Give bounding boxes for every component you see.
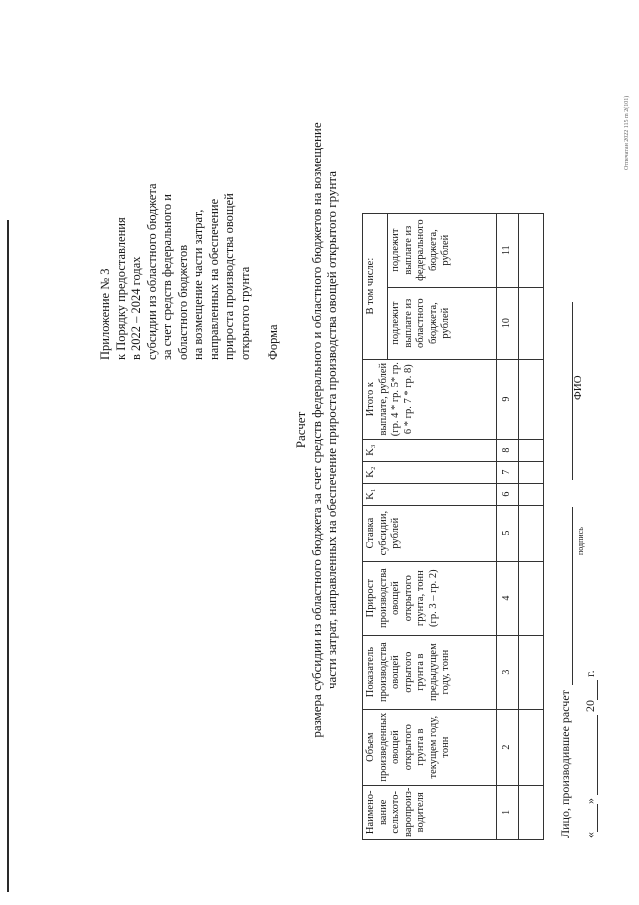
header-cell: Прирост производства овощей открытого грунта, тонн (гр. 3 – гр. 2)	[363, 561, 497, 635]
column-number: 10	[497, 287, 519, 359]
year-suffix: г.	[583, 670, 597, 677]
column-number: 7	[497, 461, 519, 483]
header-cell: Объем произведенных овощей открытого грунта в текущем году, тонн	[363, 709, 497, 785]
column-number: 5	[497, 505, 519, 561]
empty-cell	[519, 439, 544, 461]
column-number: 4	[497, 561, 519, 635]
column-number: 6	[497, 483, 519, 505]
appendix-line: на возмещение части затрат,	[191, 209, 205, 360]
document-title	[293, 40, 340, 820]
date-line	[583, 670, 598, 838]
month-rule	[585, 715, 598, 795]
empty-cell	[519, 635, 544, 709]
signature-line	[558, 280, 573, 838]
print-stamp: Отпечатан 2022 115 m 2(101)	[624, 95, 630, 170]
column-number: 8	[497, 439, 519, 461]
empty-cell	[519, 213, 544, 287]
header-cell: Показатель производства овощей отрытого грунта в предыдущем году, тонн	[363, 635, 497, 709]
empty-cell	[519, 561, 544, 635]
header-cell: K₃	[363, 439, 497, 461]
empty-cell	[519, 505, 544, 561]
header-cell: K₂	[363, 461, 497, 483]
appendix-line: субсидии из областного бюджета	[144, 183, 159, 360]
empty-cell	[519, 359, 544, 439]
name-rule	[558, 302, 573, 480]
column-number: 3	[497, 635, 519, 709]
header-cell: Ставка субсидии, рублей	[363, 505, 497, 561]
date-close-quote: »	[583, 798, 597, 804]
appendix-line: прироста производства овощей	[222, 193, 236, 360]
appendix-line: открытого грунта	[237, 266, 252, 360]
header-cell: подлежит выплате из федерального бюджета, рублей	[388, 213, 497, 287]
person-label: Лицо, производившее расчет	[558, 690, 572, 838]
signature-caption: подпись	[576, 527, 585, 555]
header-group-cell: В том числе:	[363, 213, 388, 359]
header-cell: Наимено-вание сельхото-варопроиз-водителя	[363, 785, 497, 839]
title-line: размера субсидии из областного бюджета за счет средств федерального и областного бюджетов на возмещение	[308, 122, 324, 738]
appendix-line: в 2022 – 2024 годах	[129, 256, 143, 360]
appendix-line: направленных на обеспечение	[206, 198, 221, 360]
column-number: 2	[497, 709, 519, 785]
empty-cell	[519, 461, 544, 483]
name-caption: ФИО	[572, 375, 584, 400]
calculation-table	[362, 213, 544, 840]
appendix-line: Приложение № 3	[98, 268, 112, 360]
header-cell: подлежит выплате из областного бюджета, рублей	[388, 287, 497, 359]
form-word: Форма	[266, 324, 280, 360]
empty-cell	[519, 785, 544, 839]
signature-rule	[558, 507, 573, 685]
appendix-block	[98, 120, 282, 360]
year-rule	[585, 680, 598, 700]
header-cell: K₁	[363, 483, 497, 505]
date-open-quote: «	[583, 832, 597, 838]
appendix-line: к Порядку предоставления	[113, 217, 128, 360]
appendix-line: за счет средств федерального и	[160, 194, 174, 360]
empty-cell	[519, 483, 544, 505]
column-number: 11	[497, 213, 519, 287]
header-cell: Итого к выплате, рублей (гр. 4 * гр. 5* гр. 6 * гр. 7 * гр. 8)	[363, 359, 497, 439]
signature-block	[548, 38, 628, 838]
empty-cell	[519, 287, 544, 359]
day-rule	[585, 804, 598, 832]
title-line: части затрат, направленных на обеспечение прироста производства овощей открытого грунта	[324, 170, 339, 690]
empty-cell	[519, 709, 544, 785]
column-number: 9	[497, 359, 519, 439]
year-prefix: 20	[583, 700, 597, 712]
appendix-line: областного бюджетов	[175, 244, 190, 360]
title-word: Расчет	[293, 411, 308, 449]
column-number: 1	[497, 785, 519, 839]
